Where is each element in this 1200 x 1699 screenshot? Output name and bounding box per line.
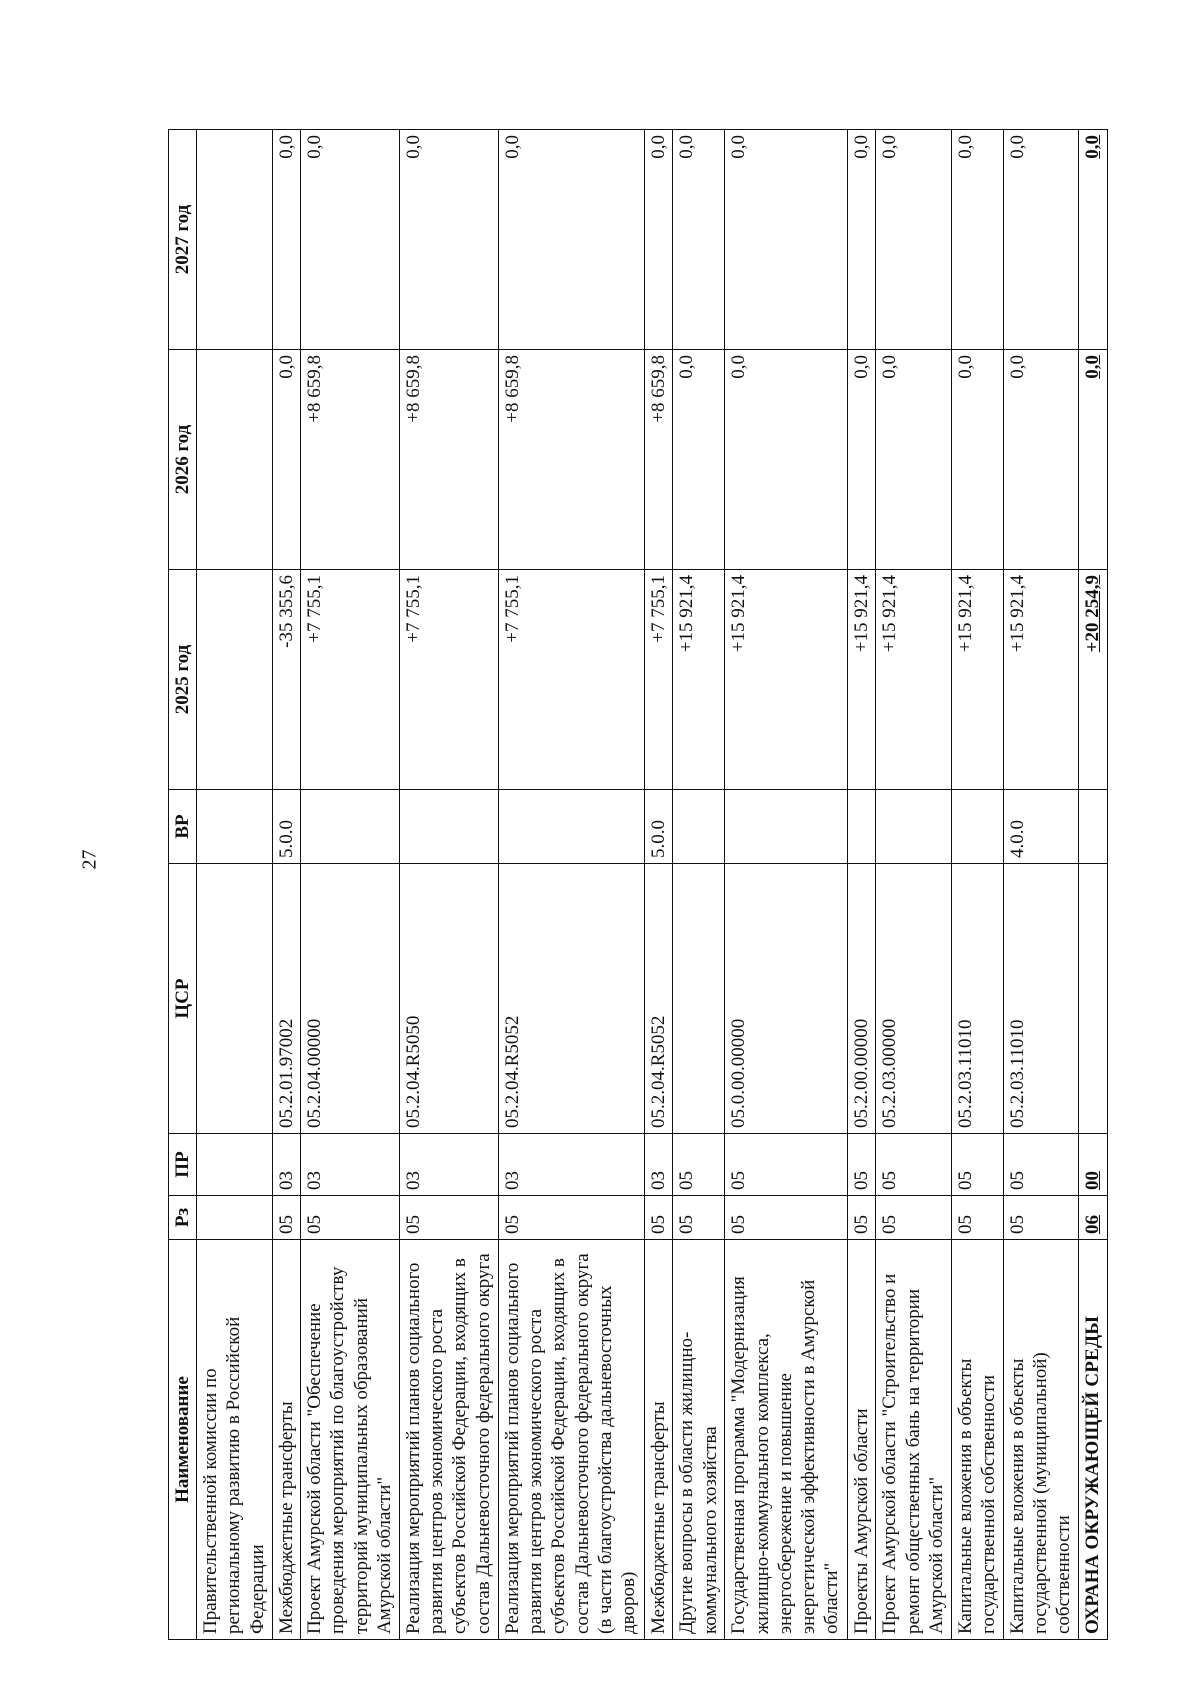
header-vr: ВР (169, 790, 197, 864)
header-2027: 2027 год (169, 130, 197, 350)
cell-2027: 0,0 (1003, 130, 1078, 350)
cell-vr: 5.0.0 (272, 790, 301, 864)
cell-2027: 0,0 (1079, 130, 1108, 350)
table-row (301, 130, 400, 1640)
cell-2026 (197, 350, 272, 570)
table-row (725, 130, 847, 1640)
cell-2025: +15 921,4 (673, 570, 725, 790)
cell-vr (301, 790, 400, 864)
page-number: 27 (78, 849, 101, 870)
cell-pr: 05 (847, 1134, 876, 1196)
cell-pr: 05 (951, 1134, 1003, 1196)
cell-2026: +8 659,8 (301, 350, 400, 570)
cell-pr: 03 (644, 1134, 673, 1196)
cell-2025: +20 254,9 (1079, 570, 1108, 790)
cell-2027: 0,0 (725, 130, 847, 350)
cell-name: Проекты Амурской области (847, 1240, 876, 1640)
cell-csr: 05.2.03.11010 (951, 864, 1003, 1134)
cell-csr: 05.2.04.R5052 (644, 864, 673, 1134)
cell-rz: 06 (1079, 1196, 1108, 1240)
cell-name: Капитальные вложения в объекты государственной собственности (951, 1240, 1003, 1640)
cell-pr: 05 (876, 1134, 951, 1196)
rotated-table-container (168, 130, 1108, 1640)
cell-2026: 0,0 (847, 350, 876, 570)
header-2025: 2025 год (169, 570, 197, 790)
cell-2026: 0,0 (673, 350, 725, 570)
cell-pr: 05 (725, 1134, 847, 1196)
table-row (272, 130, 301, 1640)
cell-name: Правительственной комиссии по региональному развитию в Российской Федерации (197, 1240, 272, 1640)
cell-vr (673, 790, 725, 864)
cell-2025: +15 921,4 (725, 570, 847, 790)
cell-vr (876, 790, 951, 864)
table-row (847, 130, 876, 1640)
header-pr: ПР (169, 1134, 197, 1196)
header-2026: 2026 год (169, 350, 197, 570)
table-row (951, 130, 1003, 1640)
cell-vr (951, 790, 1003, 864)
cell-2025: +7 755,1 (400, 570, 499, 790)
cell-csr (197, 864, 272, 1134)
cell-rz: 05 (847, 1196, 876, 1240)
cell-2026: 0,0 (1079, 350, 1108, 570)
cell-2026: +8 659,8 (644, 350, 673, 570)
cell-2025: +15 921,4 (1003, 570, 1078, 790)
cell-rz: 05 (951, 1196, 1003, 1240)
cell-2027: 0,0 (301, 130, 400, 350)
cell-csr: 05.2.00.00000 (847, 864, 876, 1134)
cell-2027: 0,0 (272, 130, 301, 350)
cell-rz: 05 (400, 1196, 499, 1240)
cell-name: ОХРАНА ОКРУЖАЮЩЕЙ СРЕДЫ (1079, 1240, 1108, 1640)
cell-name: Капитальные вложения в объекты государственной (муниципальной) собственности (1003, 1240, 1078, 1640)
cell-csr: 05.2.04.00000 (301, 864, 400, 1134)
cell-vr (725, 790, 847, 864)
cell-rz: 05 (272, 1196, 301, 1240)
cell-csr: 05.2.01.97002 (272, 864, 301, 1134)
cell-csr: 05.0.00.00000 (725, 864, 847, 1134)
cell-2025: +7 755,1 (499, 570, 645, 790)
cell-2025 (197, 570, 272, 790)
cell-name: Реализация мероприятий планов социального развития центров экономического роста субъектов Российской Федерации, входящих в состав Дальневосточного федерального округа (400, 1240, 499, 1640)
cell-2025: +15 921,4 (951, 570, 1003, 790)
cell-2026: 0,0 (951, 350, 1003, 570)
cell-pr (197, 1134, 272, 1196)
cell-csr: 05.2.03.00000 (876, 864, 951, 1134)
cell-2027: 0,0 (847, 130, 876, 350)
cell-2025: +7 755,1 (644, 570, 673, 790)
cell-rz (197, 1196, 272, 1240)
cell-2027: 0,0 (673, 130, 725, 350)
cell-pr: 03 (301, 1134, 400, 1196)
cell-csr (673, 864, 725, 1134)
cell-rz: 05 (1003, 1196, 1078, 1240)
table-row (644, 130, 673, 1640)
cell-2027: 0,0 (876, 130, 951, 350)
cell-2027: 0,0 (644, 130, 673, 350)
cell-2026: 0,0 (725, 350, 847, 570)
cell-vr (400, 790, 499, 864)
cell-2026: 0,0 (272, 350, 301, 570)
cell-pr: 03 (499, 1134, 645, 1196)
cell-rz: 05 (673, 1196, 725, 1240)
cell-vr: 5.0.0 (644, 790, 673, 864)
header-csr: ЦСР (169, 864, 197, 1134)
cell-vr (847, 790, 876, 864)
table-row (1003, 130, 1078, 1640)
table-row (197, 130, 272, 1640)
cell-csr (1079, 864, 1108, 1134)
cell-pr: 05 (1003, 1134, 1078, 1196)
cell-name: Проект Амурской области "Обеспечение проведения мероприятий по благоустройству территорий муниципальных образований Амурской области" (301, 1240, 400, 1640)
cell-vr: 4.0.0 (1003, 790, 1078, 864)
cell-2025: +15 921,4 (876, 570, 951, 790)
cell-csr: 05.2.04.R5052 (499, 864, 645, 1134)
cell-pr: 03 (400, 1134, 499, 1196)
cell-name: Межбюджетные трансферты (272, 1240, 301, 1640)
cell-vr (1079, 790, 1108, 864)
cell-rz: 05 (644, 1196, 673, 1240)
cell-pr: 00 (1079, 1134, 1108, 1196)
cell-2027: 0,0 (951, 130, 1003, 350)
header-rz: Рз (169, 1196, 197, 1240)
table-header-row (169, 130, 197, 1640)
header-name: Наименование (169, 1240, 197, 1640)
cell-name: Проект Амурской области "Строительство и ремонт общественных бань на территории Амурской области" (876, 1240, 951, 1640)
cell-2025: +7 755,1 (301, 570, 400, 790)
cell-csr: 05.2.04.R5050 (400, 864, 499, 1134)
cell-2026: +8 659,8 (499, 350, 645, 570)
cell-vr (499, 790, 645, 864)
cell-pr: 03 (272, 1134, 301, 1196)
cell-name: Другие вопросы в области жилищно-коммунального хозяйства (673, 1240, 725, 1640)
cell-csr: 05.2.03.11010 (1003, 864, 1078, 1134)
cell-2026: 0,0 (876, 350, 951, 570)
table-row (499, 130, 645, 1640)
cell-2027: 0,0 (499, 130, 645, 350)
cell-vr (197, 790, 272, 864)
cell-2026: +8 659,8 (400, 350, 499, 570)
table-row (673, 130, 725, 1640)
cell-name: Реализация мероприятий планов социального развития центров экономического роста субъектов Российской Федерации, входящих в состав Дальневосточного федерального округа (в части благоустройства дальневосточных дворов) (499, 1240, 645, 1640)
cell-2027: 0,0 (400, 130, 499, 350)
cell-2027 (197, 130, 272, 350)
cell-2025: +15 921,4 (847, 570, 876, 790)
cell-rz: 05 (499, 1196, 645, 1240)
cell-rz: 05 (876, 1196, 951, 1240)
cell-name: Государственная программа "Модернизация жилищно-коммунального комплекса, энергосбережение и повышение энергетической эффективности в Амурской области" (725, 1240, 847, 1640)
table-row-total (1079, 130, 1108, 1640)
cell-pr: 05 (673, 1134, 725, 1196)
budget-table (168, 129, 1108, 1640)
cell-name: Межбюджетные трансферты (644, 1240, 673, 1640)
cell-rz: 05 (301, 1196, 400, 1240)
table-row (876, 130, 951, 1640)
cell-2025: -35 355,6 (272, 570, 301, 790)
table-row (400, 130, 499, 1640)
cell-2026: 0,0 (1003, 350, 1078, 570)
cell-rz: 05 (725, 1196, 847, 1240)
